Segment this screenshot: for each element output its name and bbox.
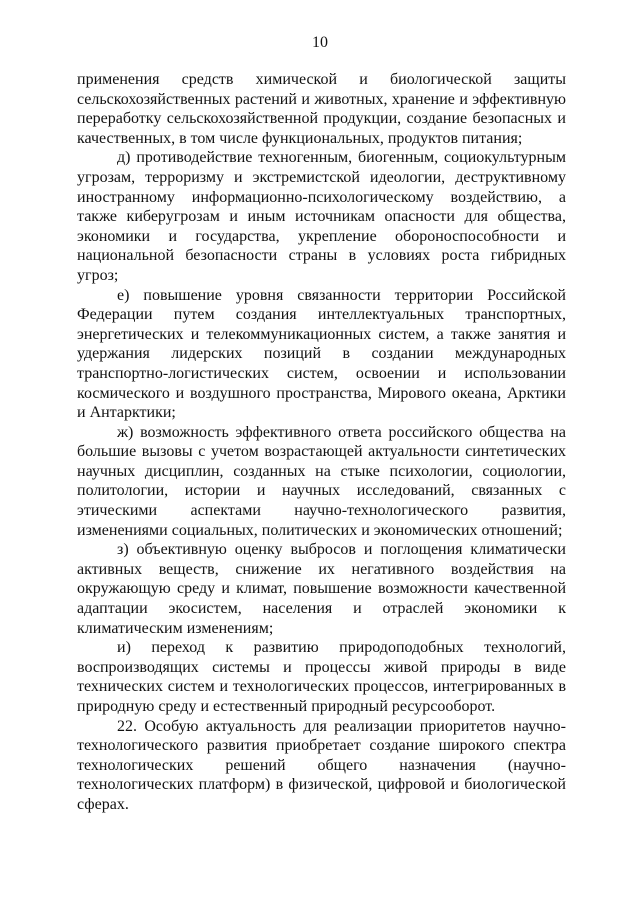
page-number: 10 (312, 34, 328, 51)
paragraph-item-22: 22. Особую актуальность для реализации приоритетов научно-технологического развития приобретает создание широкого спектра технологических решений общего назначения (научно-технологических платформ) в физической, цифровой и биологической сферах. (77, 717, 566, 813)
paragraph-item-i: и) переход к развитию природоподобных технологий, воспроизводящих системы и процессы живой природы в виде технических систем и технологических процессов, интегрированных в природную среду и естественный природный ресурсооборот. (77, 639, 566, 715)
paragraph-item-zh: ж) возможность эффективного ответа российского общества на большие вызовы с учетом возрастающей актуальности синтетических научных дисциплин, созданных на стыке психологии, социологии, политологии, истории и научных исследований, связанных с этическими аспектами научно-технологического развития, изменениями социальных, политических и экономических отношений; (77, 423, 566, 539)
paragraph-item-e: е) повышение уровня связанности территории Российской Федерации путем создания интеллектуальных транспортных, энергетических и телекоммуникационных систем, а также занятия и удержания лидерских позиций в создании международных транспортно-логистических систем, освоении и использовании космического и воздушного пространства, Мирового океана, Арктики и Антарктики; (77, 286, 566, 422)
paragraph-item-z: з) объективную оценку выбросов и поглощения климатически активных веществ, снижение их негативного воздействия на окружающую среду и климат, повышение возможности качественной адаптации экосистем, населения и отраслей экономики к климатическим изменениям; (77, 541, 566, 637)
paragraph-item-d: д) противодействие техногенным, биогенным, социокультурным угрозам, терроризму и экстремистской идеологии, деструктивному иностранному информационно-психологическому воздействию, а также киберугрозам и иным источникам опасности для общества, экономики и государства, укрепление обороноспособности и национальной безопасности страны в условиях роста гибридных угроз; (77, 149, 566, 284)
document-body (77, 70, 566, 815)
paragraph-continuation: применения средств химической и биологической защиты сельскохозяйственных растений и животных, хранение и эффективную переработку сельскохозяйственной продукции, создание безопасных и качественных, в том числе функциональных, продуктов питания; (77, 71, 566, 147)
